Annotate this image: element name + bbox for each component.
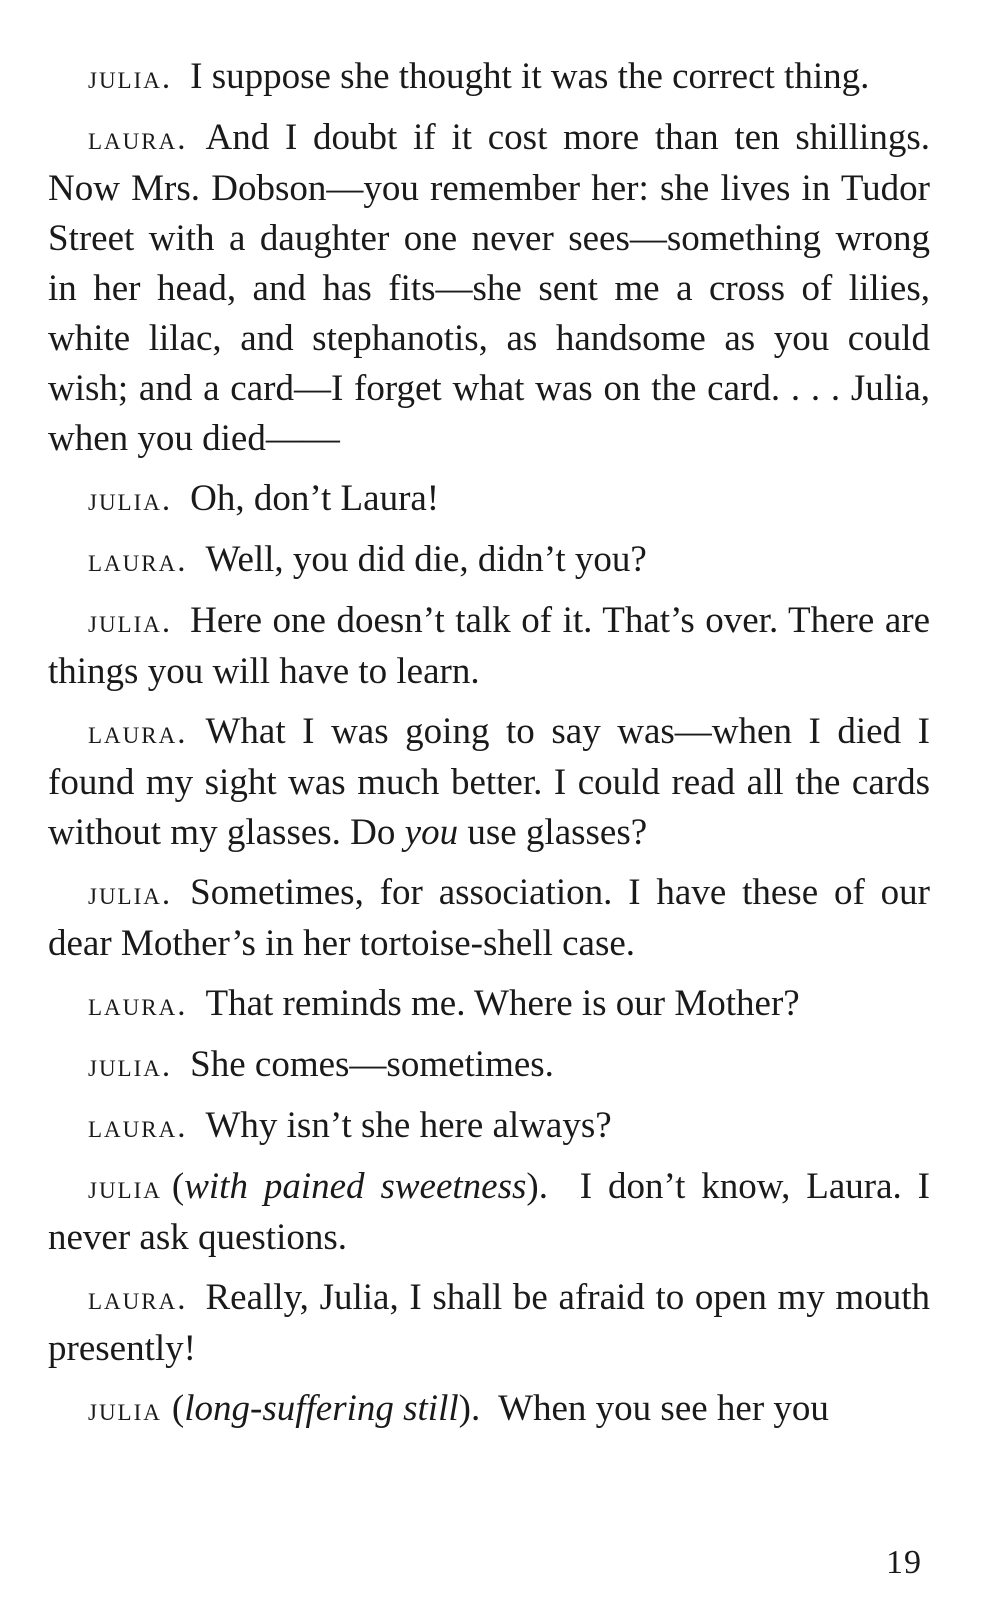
dialogue-text: Sometimes, for association. I have these of our dear Mother’s in her tortoise-shell case.	[48, 872, 930, 964]
dialogue-text: Here one doesn’t talk of it. That’s over. There are things you will have to learn.	[48, 600, 930, 692]
book-page	[48, 52, 930, 1445]
dialogue-text: When you see her you	[498, 1388, 829, 1429]
dialogue-line	[48, 113, 930, 464]
dialogue-text: Oh, don’t Laura!	[190, 478, 440, 519]
dialogue-line	[48, 1101, 930, 1152]
dialogue-line	[48, 1273, 930, 1374]
speaker-name: laura.	[88, 1281, 188, 1317]
dialogue-line	[48, 1384, 930, 1435]
speaker-name: julia.	[88, 482, 173, 518]
speaker-name: laura.	[88, 1109, 188, 1145]
speaker-name: laura.	[88, 987, 188, 1023]
dialogue-line	[48, 1162, 930, 1263]
dialogue-text: She comes—sometimes.	[190, 1044, 554, 1085]
dialogue-line	[48, 474, 930, 525]
stage-direction: with pained sweetness	[184, 1166, 527, 1207]
stage-direction-open: (	[171, 1388, 185, 1429]
dialogue-text-tail: use glasses?	[467, 812, 648, 853]
speaker-name: laura.	[88, 715, 188, 751]
dialogue-text: That reminds me. Where is our Mother?	[205, 983, 800, 1024]
dialogue-line	[48, 52, 930, 103]
dialogue-text: Really, Julia, I shall be afraid to open my mouth presently!	[48, 1277, 930, 1369]
dialogue-line	[48, 535, 930, 586]
emphasized-word: you	[404, 812, 459, 853]
dialogue-text: Why isn’t she here always?	[205, 1105, 612, 1146]
stage-direction-close: ).	[526, 1166, 548, 1207]
stage-direction: long-suffering still	[184, 1388, 459, 1429]
stage-direction-open: (	[171, 1166, 185, 1207]
speaker-name: julia	[88, 1170, 162, 1206]
dialogue-text: Well, you did die, didn’t you?	[205, 539, 647, 580]
speaker-name: julia.	[88, 1048, 173, 1084]
page-number: 19	[886, 1544, 922, 1581]
dialogue-text: I suppose she thought it was the correct thing.	[190, 56, 870, 97]
speaker-name: julia.	[88, 60, 173, 96]
speaker-name: julia.	[88, 876, 173, 912]
dialogue-line	[48, 596, 930, 697]
dialogue-text: I don’t know, Laura. I never ask questions.	[48, 1166, 930, 1258]
speaker-name: julia	[88, 1392, 162, 1428]
speaker-name: julia.	[88, 604, 173, 640]
dialogue-line	[48, 979, 930, 1030]
dialogue-line	[48, 1040, 930, 1091]
speaker-name: laura.	[88, 121, 188, 157]
dialogue-text-lead: Do	[350, 812, 396, 853]
dialogue-text: And I doubt if it cost more than ten shillings. Now Mrs. Dobson—you remember her: she lives in Tudor Street with a daughter one never sees—something wrong in her head, and has fits—she sent me a cross of lilies, white lilac, and stephanotis, as handsome as you could wish; and a card—I forget what was on the card. . . . Julia, when you died——	[48, 117, 930, 459]
dialogue-text: What I was going to say was—when I died I found my sight was much better. I could read all the cards without my glasses.	[48, 711, 930, 853]
dialogue-line	[48, 707, 930, 858]
speaker-name: laura.	[88, 543, 188, 579]
dialogue-line	[48, 868, 930, 969]
stage-direction-close: ).	[458, 1388, 481, 1429]
